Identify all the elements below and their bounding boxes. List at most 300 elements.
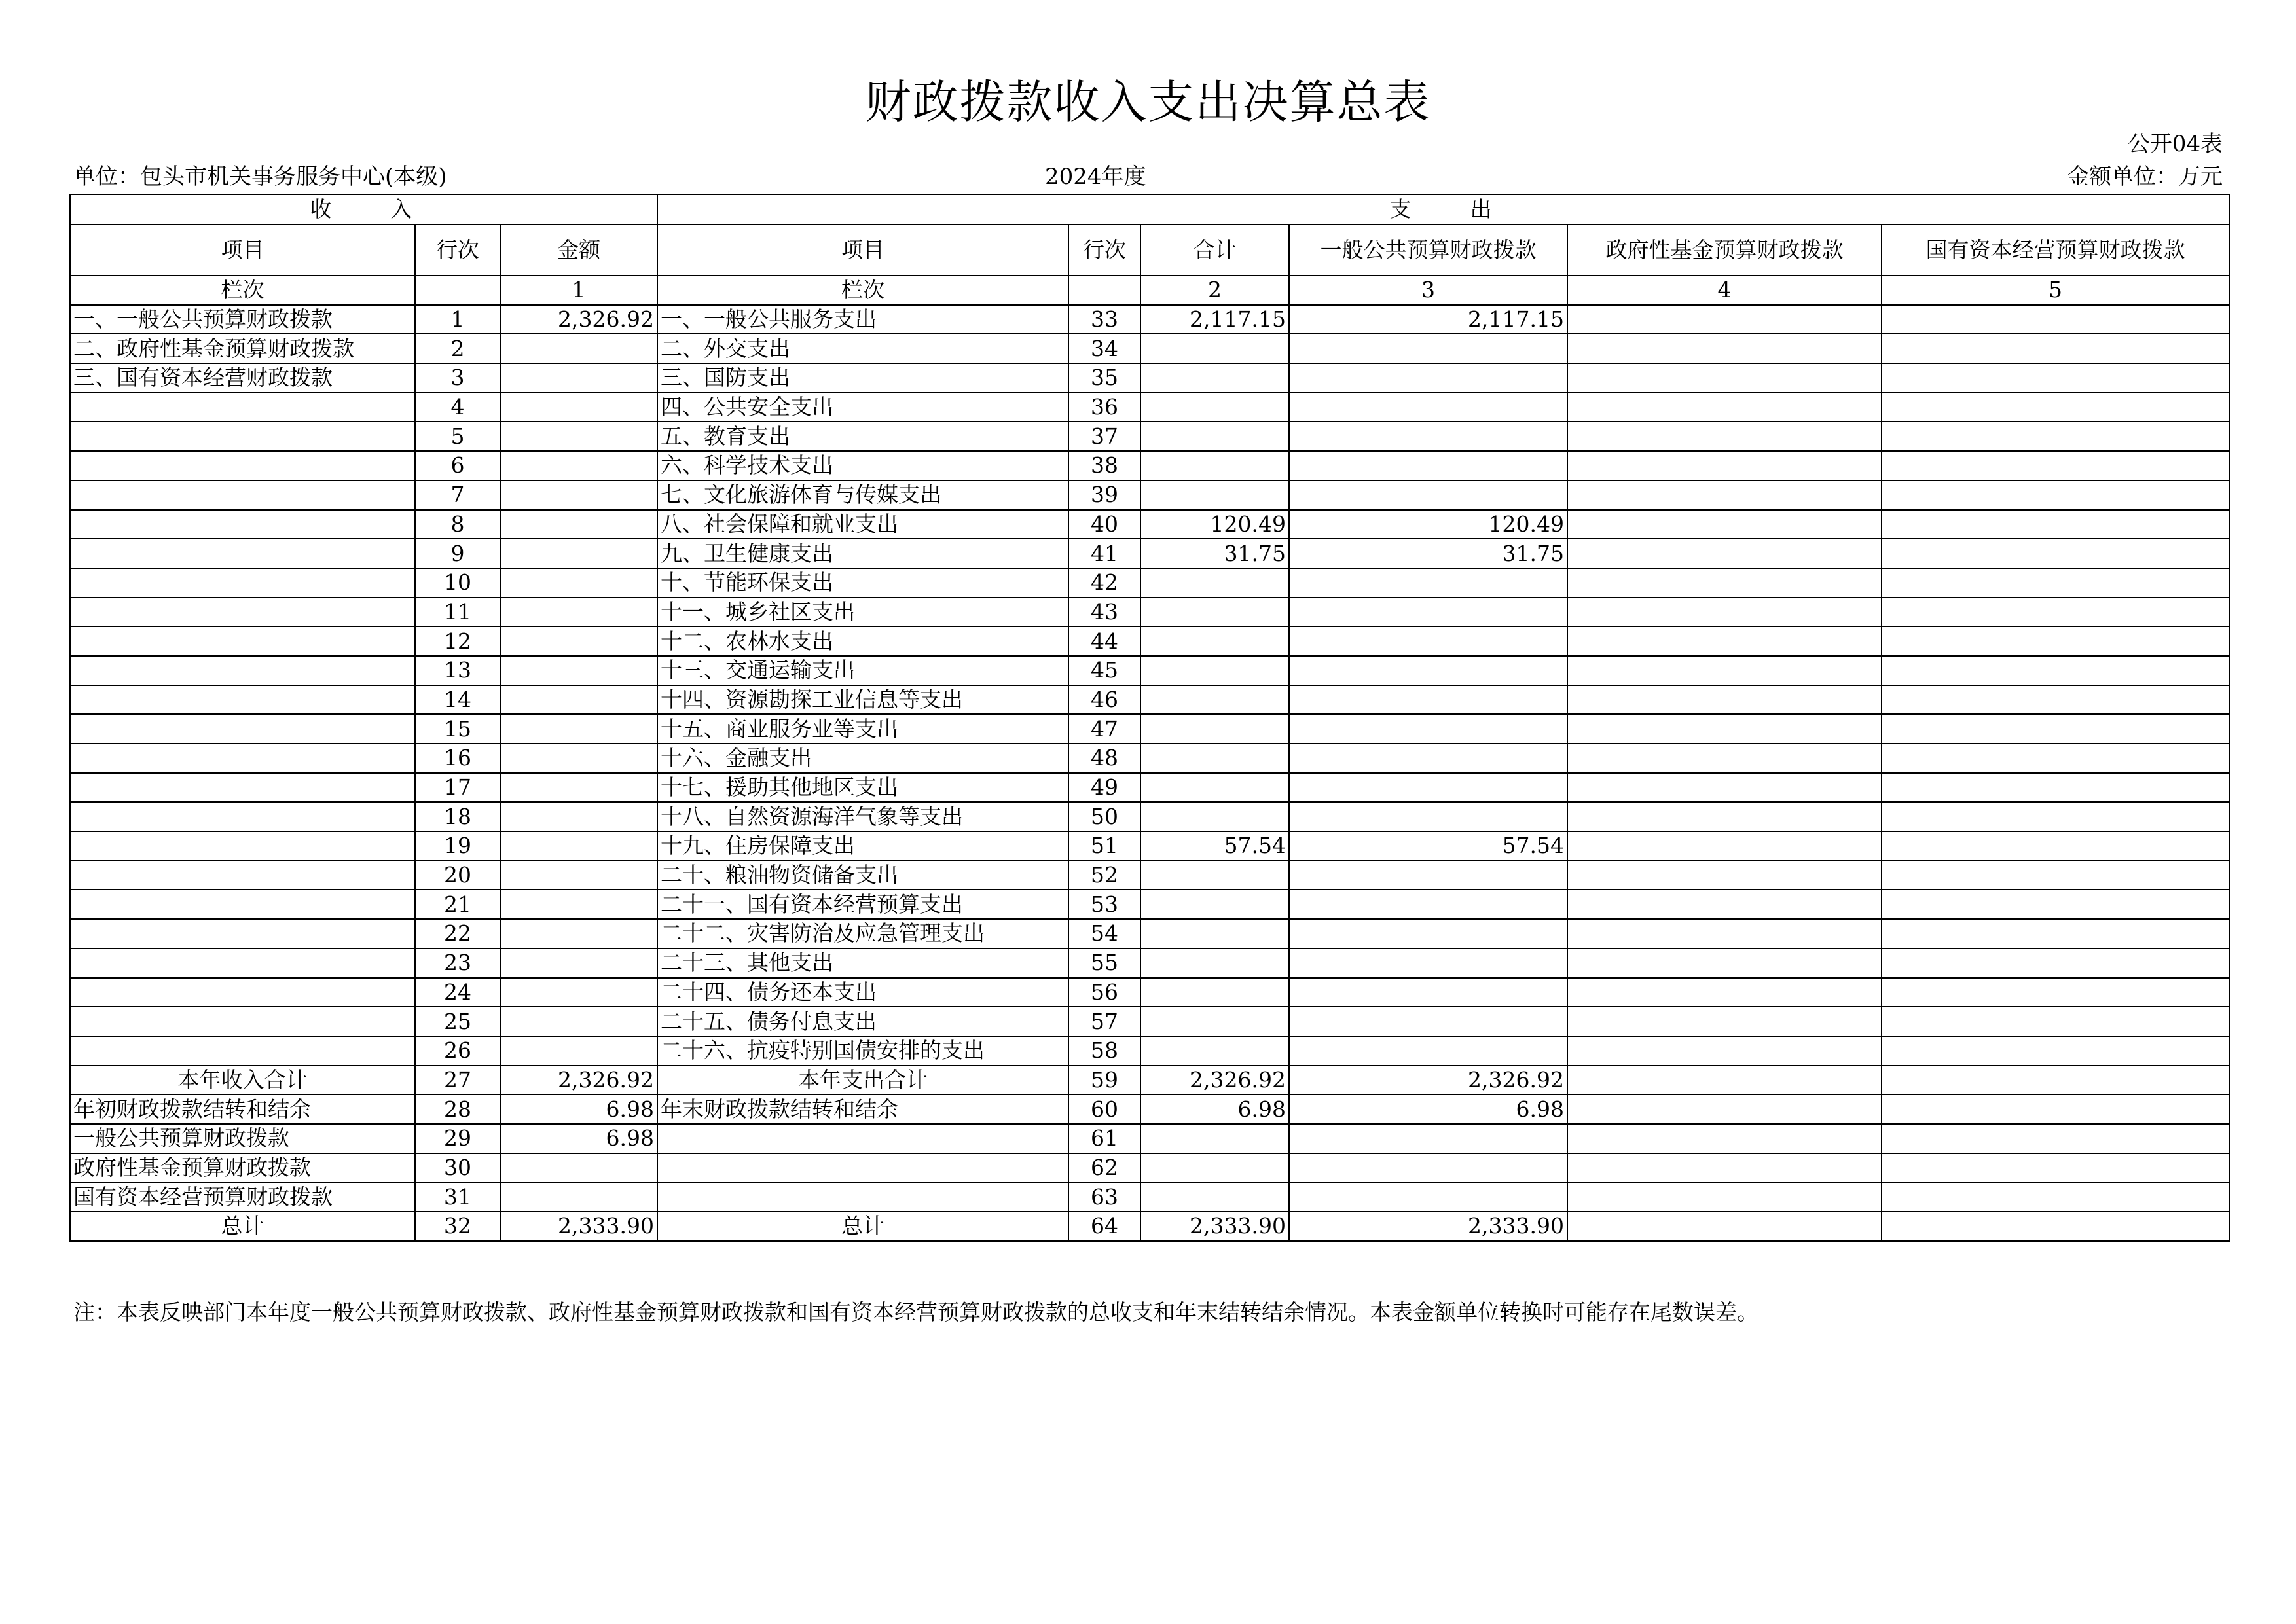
income-item-cell: 二、政府性基金预算财政拨款: [70, 334, 415, 363]
table-row: [70, 685, 2229, 715]
income-amount-cell: [500, 480, 657, 510]
gov-fund-cell: [1567, 598, 1882, 627]
expense-item-cell: 三、国防支出: [657, 363, 1068, 393]
empty-cell: [1068, 276, 1140, 305]
expense-item-cell: 二十三、其他支出: [657, 948, 1068, 978]
gov-fund-cell: [1567, 480, 1882, 510]
total-cell: 2,326.92: [1140, 1066, 1289, 1095]
expense-item-cell: 十七、援助其他地区支出: [657, 773, 1068, 803]
general-budget-cell: [1289, 919, 1567, 948]
income-amount-cell: [500, 1182, 657, 1212]
expense-item-cell: 十五、商业服务业等支出: [657, 714, 1068, 744]
income-item-cell: 政府性基金预算财政拨款: [70, 1153, 415, 1183]
table-row: [70, 422, 2229, 451]
gov-fund-cell: [1567, 422, 1882, 451]
table-row: [70, 510, 2229, 539]
income-row-no-cell: 18: [415, 802, 500, 831]
table-row: [70, 744, 2229, 773]
expense-item-cell: 十九、住房保障支出: [657, 831, 1068, 861]
total-cell: [1140, 948, 1289, 978]
expense-row-no-cell: 47: [1068, 714, 1140, 744]
state-capital-cell: [1882, 305, 2229, 334]
income-amount-cell: [500, 744, 657, 773]
gov-fund-cell: [1567, 714, 1882, 744]
total-cell: [1140, 861, 1289, 890]
income-amount-cell: [500, 685, 657, 715]
expense-item-cell: 十一、城乡社区支出: [657, 598, 1068, 627]
gov-fund-cell: [1567, 656, 1882, 685]
state-capital-cell: [1882, 714, 2229, 744]
expense-row-no-cell: 39: [1068, 480, 1140, 510]
total-cell: [1140, 656, 1289, 685]
state-capital-cell: [1882, 539, 2229, 568]
general-budget-cell: 2,117.15: [1289, 305, 1567, 334]
income-amount-cell: [500, 510, 657, 539]
table-row: [70, 1182, 2229, 1212]
total-cell: [1140, 802, 1289, 831]
expense-item-cell: 十八、自然资源海洋气象等支出: [657, 802, 1068, 831]
income-row-no-cell: 9: [415, 539, 500, 568]
general-budget-cell: [1289, 773, 1567, 803]
income-row-no-cell: 5: [415, 422, 500, 451]
expense-item-cell: 一、一般公共服务支出: [657, 305, 1068, 334]
table-row: [70, 1036, 2229, 1066]
expense-item-cell: 十二、农林水支出: [657, 626, 1068, 656]
state-capital-cell: [1882, 510, 2229, 539]
state-capital-cell: [1882, 334, 2229, 363]
gov-fund-cell: [1567, 919, 1882, 948]
table-row: [70, 334, 2229, 363]
table-row: [70, 539, 2229, 568]
total-cell: [1140, 626, 1289, 656]
expense-group-header: 支 出: [657, 194, 2229, 225]
expense-item-cell: 七、文化旅游体育与传媒支出: [657, 480, 1068, 510]
footnote: 注：本表反映部门本年度一般公共预算财政拨款、政府性基金预算财政拨款和国有资本经营预算财政拨款的总收支和年末结转结余情况。本表金额单位转换时可能存在尾数误差。: [73, 1299, 1758, 1325]
table-row: [70, 305, 2229, 334]
expense-item-cell: 本年支出合计: [657, 1066, 1068, 1095]
expense-row-no-cell: 55: [1068, 948, 1140, 978]
income-amount-cell: [500, 451, 657, 480]
income-item-cell: [70, 802, 415, 831]
income-row-no-cell: 4: [415, 393, 500, 422]
general-budget-cell: [1289, 656, 1567, 685]
expense-item-cell: 十三、交通运输支出: [657, 656, 1068, 685]
expense-row-no-cell: 63: [1068, 1182, 1140, 1212]
table-row: [70, 1153, 2229, 1183]
income-item-cell: [70, 948, 415, 978]
gov-fund-cell: [1567, 861, 1882, 890]
income-amount-cell: [500, 1153, 657, 1183]
income-row-no-cell: 28: [415, 1094, 500, 1124]
income-amount-cell: [500, 919, 657, 948]
income-amount-cell: [500, 539, 657, 568]
group-header-row: [70, 194, 2229, 225]
expense-row-no-cell: 51: [1068, 831, 1140, 861]
gov-fund-header: 政府性基金预算财政拨款: [1567, 225, 1882, 276]
general-budget-cell: [1289, 978, 1567, 1007]
total-cell: [1140, 363, 1289, 393]
general-budget-cell: [1289, 480, 1567, 510]
expense-item-cell: 二十一、国有资本经营预算支出: [657, 890, 1068, 919]
state-capital-cell: [1882, 568, 2229, 598]
income-row-no-cell: 14: [415, 685, 500, 715]
gov-fund-cell: [1567, 948, 1882, 978]
general-budget-cell: [1289, 334, 1567, 363]
income-amount-cell: [500, 334, 657, 363]
general-index: 3: [1289, 276, 1567, 305]
expense-row-no-cell: 37: [1068, 422, 1140, 451]
form-number: 公开04表: [2127, 131, 2223, 157]
income-amount-cell: [500, 714, 657, 744]
income-row-no-cell: 29: [415, 1124, 500, 1153]
table-row: [70, 451, 2229, 480]
expense-item-cell: 二、外交支出: [657, 334, 1068, 363]
gov-fund-cell: [1567, 510, 1882, 539]
fiscal-year: 2024年度: [1045, 164, 1146, 190]
general-budget-cell: 57.54: [1289, 831, 1567, 861]
total-cell: [1140, 714, 1289, 744]
income-row-no-cell: 25: [415, 1007, 500, 1036]
total-cell: 2,333.90: [1140, 1212, 1289, 1241]
income-amount-cell: 6.98: [500, 1124, 657, 1153]
income-row-no-cell: 6: [415, 451, 500, 480]
income-row-no-cell: 30: [415, 1153, 500, 1183]
income-item-cell: [70, 831, 415, 861]
income-item-cell: [70, 890, 415, 919]
expense-row-no-cell: 60: [1068, 1094, 1140, 1124]
income-item-cell: [70, 451, 415, 480]
general-budget-cell: 31.75: [1289, 539, 1567, 568]
state-capital-cell: [1882, 861, 2229, 890]
column-header-row: [70, 225, 2229, 276]
gov-fund-cell: [1567, 1124, 1882, 1153]
total-cell: 6.98: [1140, 1094, 1289, 1124]
gov-fund-cell: [1567, 1036, 1882, 1066]
income-row-no-cell: 16: [415, 744, 500, 773]
income-row-no-cell: 23: [415, 948, 500, 978]
income-row-no-cell: 15: [415, 714, 500, 744]
expense-item-cell: 十四、资源勘探工业信息等支出: [657, 685, 1068, 715]
income-amount-cell: [500, 948, 657, 978]
income-item-cell: 三、国有资本经营财政拨款: [70, 363, 415, 393]
gov-fund-cell: [1567, 539, 1882, 568]
state-capital-cell: [1882, 948, 2229, 978]
income-item-cell: [70, 480, 415, 510]
general-budget-cell: [1289, 451, 1567, 480]
expense-item-cell: 年末财政拨款结转和结余: [657, 1094, 1068, 1124]
income-amount-cell: [500, 1036, 657, 1066]
general-budget-cell: [1289, 363, 1567, 393]
income-amount-cell: [500, 890, 657, 919]
total-cell: [1140, 978, 1289, 1007]
income-row-no-cell: 19: [415, 831, 500, 861]
general-budget-cell: [1289, 1124, 1567, 1153]
table-row: [70, 626, 2229, 656]
income-row-no-cell: 1: [415, 305, 500, 334]
general-budget-cell: 120.49: [1289, 510, 1567, 539]
expense-row-no-cell: 38: [1068, 451, 1140, 480]
income-amount-index: 1: [500, 276, 657, 305]
total-cell: [1140, 773, 1289, 803]
expense-row-no-cell: 59: [1068, 1066, 1140, 1095]
page-title: 财政拨款收入支出决算总表: [865, 75, 1431, 129]
expense-row-no-cell: 41: [1068, 539, 1140, 568]
state-capital-cell: [1882, 1094, 2229, 1124]
general-budget-cell: [1289, 802, 1567, 831]
table-row: [70, 948, 2229, 978]
general-budget-header: 一般公共预算财政拨款: [1289, 225, 1567, 276]
table-row: [70, 568, 2229, 598]
expense-item-cell: 十六、金融支出: [657, 744, 1068, 773]
gov-fund-cell: [1567, 978, 1882, 1007]
income-amount-cell: [500, 393, 657, 422]
income-item-cell: [70, 1007, 415, 1036]
expense-row-no-cell: 61: [1068, 1124, 1140, 1153]
general-budget-cell: [1289, 744, 1567, 773]
reporting-unit: 单位：包头市机关事务服务中心(本级): [73, 164, 447, 190]
gov-fund-cell: [1567, 1007, 1882, 1036]
empty-cell: [415, 276, 500, 305]
income-item-cell: [70, 1036, 415, 1066]
general-budget-cell: 2,333.90: [1289, 1212, 1567, 1241]
total-cell: [1140, 451, 1289, 480]
expense-item-cell: 六、科学技术支出: [657, 451, 1068, 480]
income-amount-cell: [500, 978, 657, 1007]
expense-item-cell: 二十五、债务付息支出: [657, 1007, 1068, 1036]
income-item-cell: [70, 568, 415, 598]
table-row: [70, 773, 2229, 803]
table-row: [70, 1066, 2229, 1095]
expense-row-no-cell: 52: [1068, 861, 1140, 890]
income-row-no-cell: 32: [415, 1212, 500, 1241]
state-capital-cell: [1882, 919, 2229, 948]
general-budget-cell: [1289, 1036, 1567, 1066]
general-budget-cell: [1289, 1182, 1567, 1212]
state-capital-cell: [1882, 451, 2229, 480]
table-row: [70, 978, 2229, 1007]
state-capital-cell: [1882, 831, 2229, 861]
state-capital-cell: [1882, 1212, 2229, 1241]
income-amount-cell: [500, 598, 657, 627]
total-cell: [1140, 568, 1289, 598]
income-row-no-cell: 17: [415, 773, 500, 803]
income-amount-cell: [500, 656, 657, 685]
gov-fund-cell: [1567, 626, 1882, 656]
income-row-no-cell: 22: [415, 919, 500, 948]
table-row: [70, 363, 2229, 393]
income-item-cell: [70, 510, 415, 539]
income-row-no-cell: 20: [415, 861, 500, 890]
expense-row-no-cell: 57: [1068, 1007, 1140, 1036]
table-row: [70, 831, 2229, 861]
income-item-cell: [70, 861, 415, 890]
income-amount-cell: [500, 773, 657, 803]
table-row: [70, 1094, 2229, 1124]
income-amount-cell: [500, 802, 657, 831]
gov-fund-cell: [1567, 393, 1882, 422]
general-budget-cell: [1289, 685, 1567, 715]
expense-item-cell: 二十二、灾害防治及应急管理支出: [657, 919, 1068, 948]
total-cell: [1140, 1153, 1289, 1183]
state-capital-cell: [1882, 1182, 2229, 1212]
income-item-cell: 一般公共预算财政拨款: [70, 1124, 415, 1153]
income-item-cell: [70, 422, 415, 451]
gov-fund-cell: [1567, 831, 1882, 861]
income-row-no-cell: 31: [415, 1182, 500, 1212]
expense-row-no-cell: 50: [1068, 802, 1140, 831]
income-item-cell: [70, 393, 415, 422]
gov-fund-cell: [1567, 568, 1882, 598]
income-item-cell: [70, 598, 415, 627]
gov-fund-cell: [1567, 1066, 1882, 1095]
income-row-no-cell: 11: [415, 598, 500, 627]
expense-item-header: 项目: [657, 225, 1068, 276]
total-header: 合计: [1140, 225, 1289, 276]
income-item-cell: [70, 539, 415, 568]
expense-row-no-cell: 64: [1068, 1212, 1140, 1241]
income-amount-cell: 2,333.90: [500, 1212, 657, 1241]
expense-row-no-cell: 35: [1068, 363, 1140, 393]
income-item-cell: [70, 919, 415, 948]
state-capital-cell: [1882, 1007, 2229, 1036]
table-row: [70, 598, 2229, 627]
gov-fund-cell: [1567, 363, 1882, 393]
income-row-no-cell: 24: [415, 978, 500, 1007]
gov-fund-cell: [1567, 334, 1882, 363]
total-cell: [1140, 422, 1289, 451]
state-capital-cell: [1882, 1124, 2229, 1153]
state-capital-cell: [1882, 744, 2229, 773]
total-cell: [1140, 334, 1289, 363]
state-capital-cell: [1882, 598, 2229, 627]
income-amount-cell: 6.98: [500, 1094, 657, 1124]
state-capital-cell: [1882, 656, 2229, 685]
expense-item-cell: [657, 1153, 1068, 1183]
income-row-no-cell: 26: [415, 1036, 500, 1066]
total-cell: 2,117.15: [1140, 305, 1289, 334]
expense-item-cell: 十、节能环保支出: [657, 568, 1068, 598]
table-row: [70, 1212, 2229, 1241]
total-cell: [1140, 1036, 1289, 1066]
expense-item-cell: 二十四、债务还本支出: [657, 978, 1068, 1007]
state-capital-cell: [1882, 422, 2229, 451]
income-item-cell: 本年收入合计: [70, 1066, 415, 1095]
amount-unit: 金额单位：万元: [2067, 164, 2223, 190]
income-amount-cell: [500, 1007, 657, 1036]
general-budget-cell: [1289, 1007, 1567, 1036]
expense-item-cell: 八、社会保障和就业支出: [657, 510, 1068, 539]
total-cell: 120.49: [1140, 510, 1289, 539]
income-item-cell: [70, 714, 415, 744]
total-cell: [1140, 598, 1289, 627]
general-budget-cell: [1289, 861, 1567, 890]
total-cell: [1140, 919, 1289, 948]
income-item-cell: 国有资本经营预算财政拨款: [70, 1182, 415, 1212]
income-amount-cell: [500, 422, 657, 451]
expense-item-cell: 二十、粮油物资储备支出: [657, 861, 1068, 890]
expense-row-no-cell: 33: [1068, 305, 1140, 334]
state-capital-index: 5: [1882, 276, 2229, 305]
general-budget-cell: 2,326.92: [1289, 1066, 1567, 1095]
expense-item-cell: 四、公共安全支出: [657, 393, 1068, 422]
total-cell: [1140, 1182, 1289, 1212]
column-index-row: [70, 276, 2229, 305]
table-row: [70, 714, 2229, 744]
expense-row-no-cell: 45: [1068, 656, 1140, 685]
expense-row-no-cell: 36: [1068, 393, 1140, 422]
expense-row-no-cell: 62: [1068, 1153, 1140, 1183]
gov-fund-cell: [1567, 773, 1882, 803]
income-item-cell: [70, 685, 415, 715]
expense-row-no-cell: 46: [1068, 685, 1140, 715]
income-item-cell: 年初财政拨款结转和结余: [70, 1094, 415, 1124]
expense-row-no-cell: 48: [1068, 744, 1140, 773]
total-cell: 57.54: [1140, 831, 1289, 861]
table-row: [70, 480, 2229, 510]
income-index-label: 栏次: [70, 276, 415, 305]
expense-row-no-cell: 42: [1068, 568, 1140, 598]
state-capital-cell: [1882, 802, 2229, 831]
gov-fund-index: 4: [1567, 276, 1882, 305]
total-cell: [1140, 685, 1289, 715]
income-row-no-cell: 13: [415, 656, 500, 685]
general-budget-cell: [1289, 598, 1567, 627]
state-capital-cell: [1882, 1066, 2229, 1095]
income-item-cell: 一、一般公共预算财政拨款: [70, 305, 415, 334]
state-capital-cell: [1882, 1153, 2229, 1183]
total-cell: [1140, 1007, 1289, 1036]
total-cell: [1140, 1124, 1289, 1153]
income-amount-cell: 2,326.92: [500, 305, 657, 334]
gov-fund-cell: [1567, 890, 1882, 919]
income-item-cell: [70, 773, 415, 803]
income-item-cell: 总计: [70, 1212, 415, 1241]
table-row: [70, 656, 2229, 685]
income-item-cell: [70, 978, 415, 1007]
expense-row-no-cell: 34: [1068, 334, 1140, 363]
gov-fund-cell: [1567, 451, 1882, 480]
state-capital-cell: [1882, 363, 2229, 393]
expense-row-no-cell: 54: [1068, 919, 1140, 948]
budget-summary-table: [69, 194, 2230, 1242]
income-row-no-cell: 21: [415, 890, 500, 919]
expense-row-no-cell: 44: [1068, 626, 1140, 656]
state-capital-cell: [1882, 1036, 2229, 1066]
expense-row-no-header: 行次: [1068, 225, 1140, 276]
income-amount-cell: [500, 861, 657, 890]
general-budget-cell: [1289, 890, 1567, 919]
table-row: [70, 861, 2229, 890]
total-cell: [1140, 890, 1289, 919]
expense-row-no-cell: 43: [1068, 598, 1140, 627]
income-row-no-cell: 2: [415, 334, 500, 363]
income-group-header: 收 入: [70, 194, 657, 225]
income-amount-cell: 2,326.92: [500, 1066, 657, 1095]
income-amount-cell: [500, 363, 657, 393]
expense-row-no-cell: 49: [1068, 773, 1140, 803]
expense-item-cell: 五、教育支出: [657, 422, 1068, 451]
total-cell: [1140, 744, 1289, 773]
state-capital-cell: [1882, 685, 2229, 715]
income-row-no-cell: 27: [415, 1066, 500, 1095]
state-capital-cell: [1882, 773, 2229, 803]
expense-index-label: 栏次: [657, 276, 1068, 305]
general-budget-cell: [1289, 1153, 1567, 1183]
income-item-header: 项目: [70, 225, 415, 276]
gov-fund-cell: [1567, 1212, 1882, 1241]
gov-fund-cell: [1567, 305, 1882, 334]
income-item-cell: [70, 656, 415, 685]
